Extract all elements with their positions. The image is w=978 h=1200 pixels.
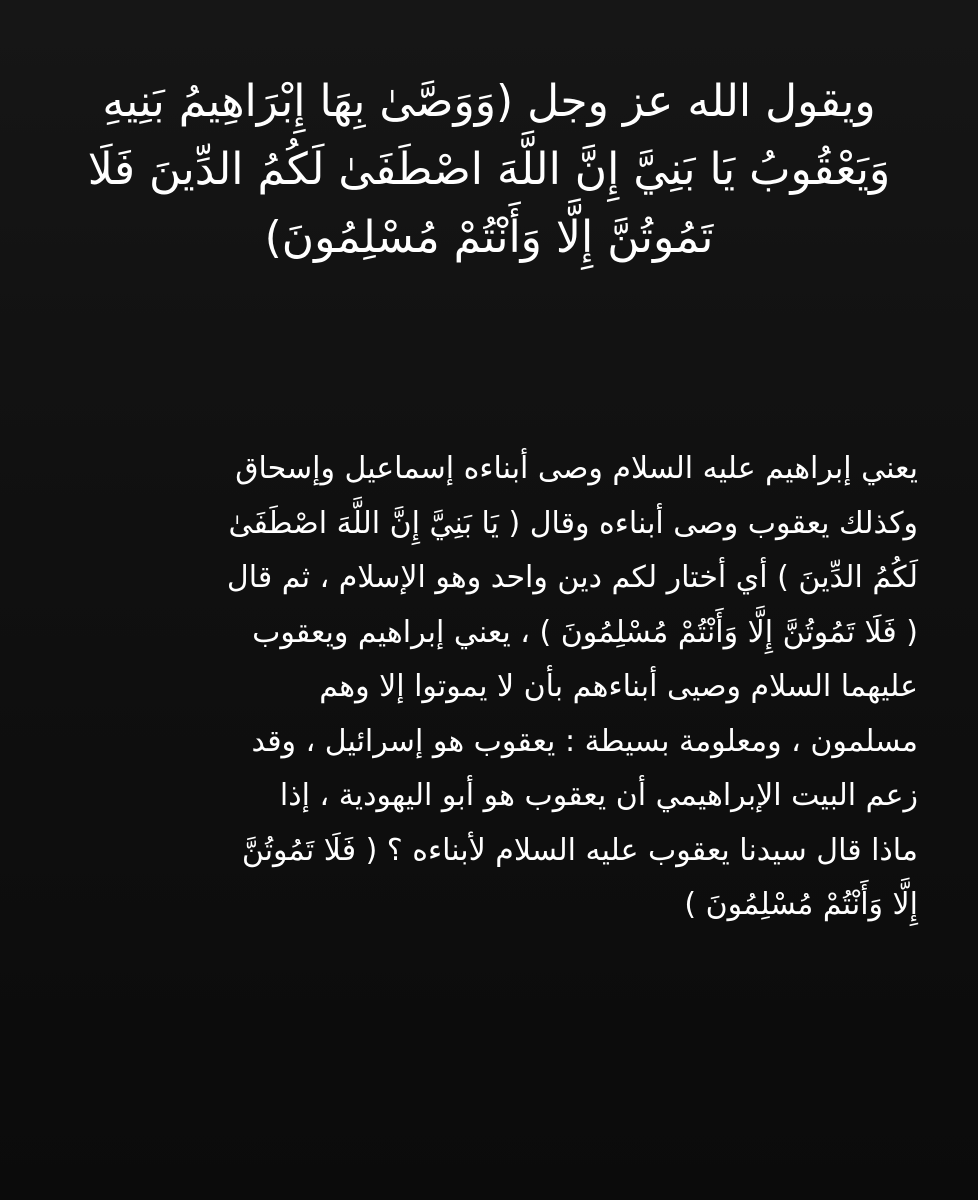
verse-title-line-1: ويقول الله عز وجل (وَوَصَّىٰ بِهَا إِبْرَاهِيمُ بَنِيهِ xyxy=(102,76,876,127)
explanation-line-9: إِلَّا وَأَنْتُمْ مُسْلِمُونَ ) xyxy=(684,887,918,922)
explanation-line-4: ( فَلَا تَمُوتُنَّ إِلَّا وَأَنْتُمْ مُسْلِمُونَ ) ، يعني إبراهيم ويعقوب xyxy=(252,614,918,650)
explanation-line-1: يعني إبراهيم عليه السلام وصى أبناءه إسماعيل وإسحاق xyxy=(235,451,918,486)
verse-title-line-2: وَيَعْقُوبُ يَا بَنِيَّ إِنَّ اللَّهَ اصْطَفَىٰ لَكُمُ الدِّينَ فَلَا xyxy=(87,144,891,195)
verse-title-line-3: تَمُوتُنَّ إِلَّا وَأَنْتُمْ مُسْلِمُونَ) xyxy=(264,212,714,263)
explanation-line-3: لَكُمُ الدِّينَ ) أي أختار لكم دين واحد وهو الإسلام ، ثم قال xyxy=(226,560,918,595)
verse-title xyxy=(20,68,958,272)
explanation-line-6: مسلمون ، ومعلومة بسيطة : يعقوب هو إسرائيل ، وقد xyxy=(251,723,918,759)
explanation-line-7: زعم البيت الإبراهيمي أن يعقوب هو أبو اليهودية ، إذا xyxy=(279,778,918,813)
explanation-line-2: وكذلك يعقوب وصى أبناءه وقال ( يَا بَنِيَّ إِنَّ اللَّهَ اصْطَفَىٰ xyxy=(228,505,918,541)
explanation-line-5: عليهما السلام وصيى أبناءهم بأن لا يموتوا إلا وهم xyxy=(319,669,918,704)
explanation-line-8: ماذا قال سيدنا يعقوب عليه السلام لأبناءه ؟ ( فَلَا تَمُوتُنَّ xyxy=(241,832,918,868)
explanation-text xyxy=(60,442,918,933)
